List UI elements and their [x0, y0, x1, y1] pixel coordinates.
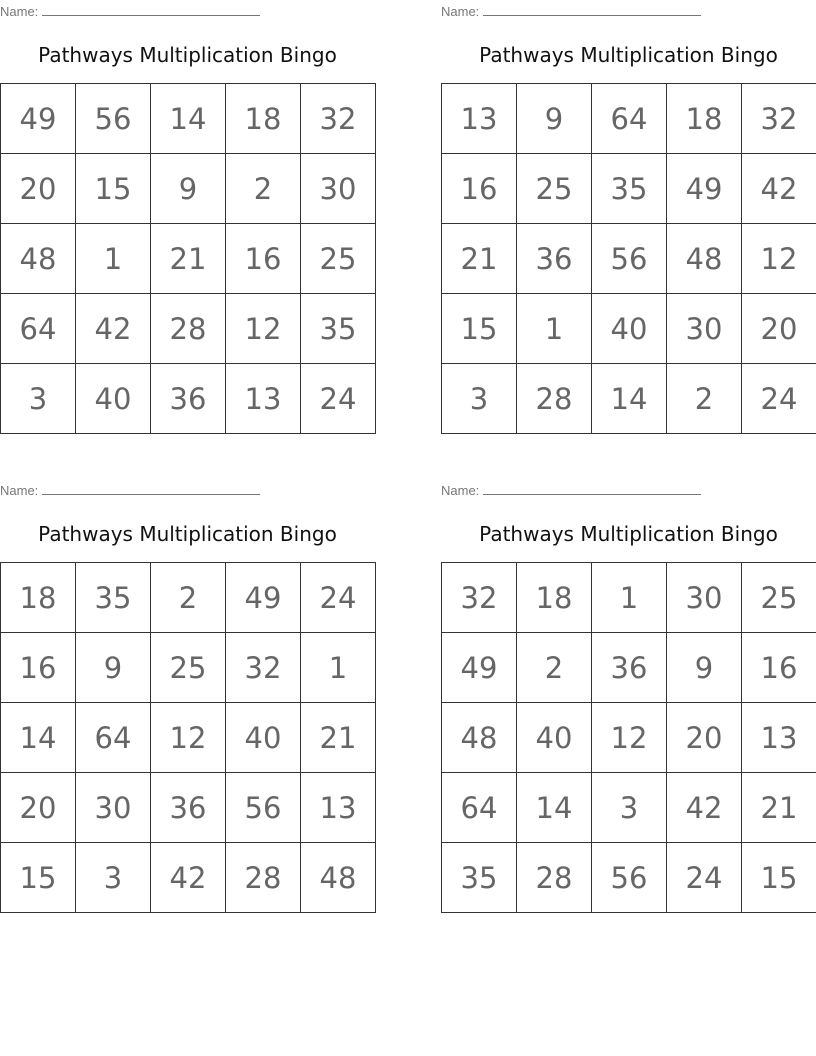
bingo-cell: 18 — [1, 563, 76, 633]
bingo-cell: 16 — [742, 633, 816, 703]
bingo-cell: 21 — [442, 224, 517, 294]
bingo-cell: 30 — [301, 154, 376, 224]
bingo-cell: 16 — [226, 224, 301, 294]
bingo-cell: 30 — [76, 773, 151, 843]
bingo-cell: 16 — [442, 154, 517, 224]
grid-row — [1, 364, 376, 434]
bingo-cell: 18 — [667, 84, 742, 154]
bingo-cell: 56 — [76, 84, 151, 154]
bingo-cell: 35 — [76, 563, 151, 633]
grid-row — [442, 84, 816, 154]
name-field[interactable] — [0, 3, 260, 19]
bingo-cell: 2 — [517, 633, 592, 703]
grid-row — [442, 294, 816, 364]
bingo-grid — [0, 562, 376, 913]
grid-row — [1, 633, 376, 703]
bingo-cell: 13 — [226, 364, 301, 434]
bingo-cell: 18 — [226, 84, 301, 154]
bingo-cell: 64 — [76, 703, 151, 773]
name-label: Name: — [0, 4, 39, 19]
bingo-cell: 13 — [301, 773, 376, 843]
name-blank-line[interactable] — [483, 482, 701, 495]
grid-row — [442, 773, 816, 843]
bingo-cell: 35 — [301, 294, 376, 364]
bingo-cell: 48 — [442, 703, 517, 773]
bingo-cell: 56 — [592, 843, 667, 913]
bingo-cell: 30 — [667, 294, 742, 364]
name-field[interactable] — [0, 482, 260, 498]
name-label: Name: — [441, 483, 480, 498]
bingo-cell: 14 — [151, 84, 226, 154]
bingo-cell: 24 — [301, 364, 376, 434]
name-label: Name: — [441, 4, 480, 19]
bingo-cell: 48 — [1, 224, 76, 294]
bingo-cell: 14 — [1, 703, 76, 773]
grid-row — [442, 224, 816, 294]
bingo-cell: 49 — [226, 563, 301, 633]
bingo-cell: 1 — [76, 224, 151, 294]
bingo-cell: 12 — [742, 224, 816, 294]
bingo-cell: 13 — [742, 703, 816, 773]
name-field[interactable] — [441, 3, 701, 19]
card-title: Pathways Multiplication Bingo — [479, 43, 778, 67]
bingo-cell: 12 — [226, 294, 301, 364]
grid-row — [442, 703, 816, 773]
bingo-cell: 14 — [592, 364, 667, 434]
bingo-cell: 48 — [301, 843, 376, 913]
bingo-cell: 25 — [742, 563, 816, 633]
grid-row — [1, 84, 376, 154]
grid-row — [1, 224, 376, 294]
bingo-cell: 2 — [667, 364, 742, 434]
bingo-cell: 3 — [76, 843, 151, 913]
bingo-grid — [0, 83, 376, 434]
bingo-cell: 9 — [76, 633, 151, 703]
bingo-cell: 25 — [151, 633, 226, 703]
bingo-cell: 9 — [667, 633, 742, 703]
bingo-cell: 16 — [1, 633, 76, 703]
bingo-cell: 64 — [442, 773, 517, 843]
bingo-cell: 42 — [667, 773, 742, 843]
bingo-cell: 9 — [151, 154, 226, 224]
bingo-cell: 40 — [76, 364, 151, 434]
bingo-cell: 35 — [592, 154, 667, 224]
bingo-cell: 12 — [592, 703, 667, 773]
bingo-cell: 32 — [742, 84, 816, 154]
card-title: Pathways Multiplication Bingo — [38, 522, 337, 546]
name-blank-line[interactable] — [42, 482, 260, 495]
bingo-cell: 20 — [742, 294, 816, 364]
bingo-cell: 12 — [151, 703, 226, 773]
bingo-cell: 25 — [301, 224, 376, 294]
bingo-cell: 1 — [517, 294, 592, 364]
bingo-cell: 15 — [76, 154, 151, 224]
bingo-cell: 64 — [1, 294, 76, 364]
bingo-cell: 15 — [742, 843, 816, 913]
bingo-cell: 28 — [517, 364, 592, 434]
grid-row — [442, 154, 816, 224]
grid-row — [442, 364, 816, 434]
bingo-cell: 49 — [667, 154, 742, 224]
bingo-cell: 1 — [301, 633, 376, 703]
bingo-cell: 15 — [442, 294, 517, 364]
bingo-cell: 1 — [592, 563, 667, 633]
bingo-cell: 40 — [517, 703, 592, 773]
card-title: Pathways Multiplication Bingo — [479, 522, 778, 546]
bingo-cell: 42 — [151, 843, 226, 913]
bingo-cell: 49 — [1, 84, 76, 154]
bingo-cell: 32 — [301, 84, 376, 154]
bingo-cell: 36 — [592, 633, 667, 703]
name-blank-line[interactable] — [42, 3, 260, 16]
bingo-cell: 2 — [151, 563, 226, 633]
grid-row — [1, 773, 376, 843]
bingo-cell: 3 — [442, 364, 517, 434]
grid-row — [1, 294, 376, 364]
bingo-cell: 24 — [667, 843, 742, 913]
bingo-cell: 36 — [517, 224, 592, 294]
bingo-cell: 32 — [226, 633, 301, 703]
bingo-cell: 9 — [517, 84, 592, 154]
bingo-cell: 21 — [742, 773, 816, 843]
bingo-cell: 20 — [667, 703, 742, 773]
grid-row — [1, 703, 376, 773]
bingo-grid — [441, 83, 816, 434]
bingo-cell: 13 — [442, 84, 517, 154]
bingo-cell: 25 — [517, 154, 592, 224]
bingo-cell: 35 — [442, 843, 517, 913]
bingo-cell: 56 — [226, 773, 301, 843]
bingo-cell: 28 — [151, 294, 226, 364]
bingo-cell: 49 — [442, 633, 517, 703]
bingo-cell: 14 — [517, 773, 592, 843]
bingo-cell: 2 — [226, 154, 301, 224]
bingo-cell: 42 — [76, 294, 151, 364]
grid-row — [442, 843, 816, 913]
bingo-cell: 3 — [592, 773, 667, 843]
name-blank-line[interactable] — [483, 3, 701, 16]
bingo-cell: 32 — [442, 563, 517, 633]
bingo-cell: 28 — [226, 843, 301, 913]
bingo-cell: 21 — [151, 224, 226, 294]
bingo-cell: 40 — [592, 294, 667, 364]
bingo-cell: 56 — [592, 224, 667, 294]
grid-row — [1, 563, 376, 633]
bingo-cell: 64 — [592, 84, 667, 154]
bingo-cell: 42 — [742, 154, 816, 224]
grid-row — [1, 154, 376, 224]
bingo-cell: 3 — [1, 364, 76, 434]
bingo-cell: 28 — [517, 843, 592, 913]
bingo-cell: 20 — [1, 773, 76, 843]
card-title: Pathways Multiplication Bingo — [38, 43, 337, 67]
grid-row — [442, 563, 816, 633]
bingo-cell: 24 — [301, 563, 376, 633]
bingo-cell: 40 — [226, 703, 301, 773]
bingo-cell: 36 — [151, 773, 226, 843]
grid-row — [1, 843, 376, 913]
bingo-cell: 36 — [151, 364, 226, 434]
bingo-cell: 18 — [517, 563, 592, 633]
bingo-grid — [441, 562, 816, 913]
grid-row — [442, 633, 816, 703]
bingo-cell: 20 — [1, 154, 76, 224]
bingo-cell: 15 — [1, 843, 76, 913]
name-label: Name: — [0, 483, 39, 498]
bingo-cell: 30 — [667, 563, 742, 633]
bingo-cell: 48 — [667, 224, 742, 294]
bingo-cell: 24 — [742, 364, 816, 434]
name-field[interactable] — [441, 482, 701, 498]
bingo-cell: 21 — [301, 703, 376, 773]
